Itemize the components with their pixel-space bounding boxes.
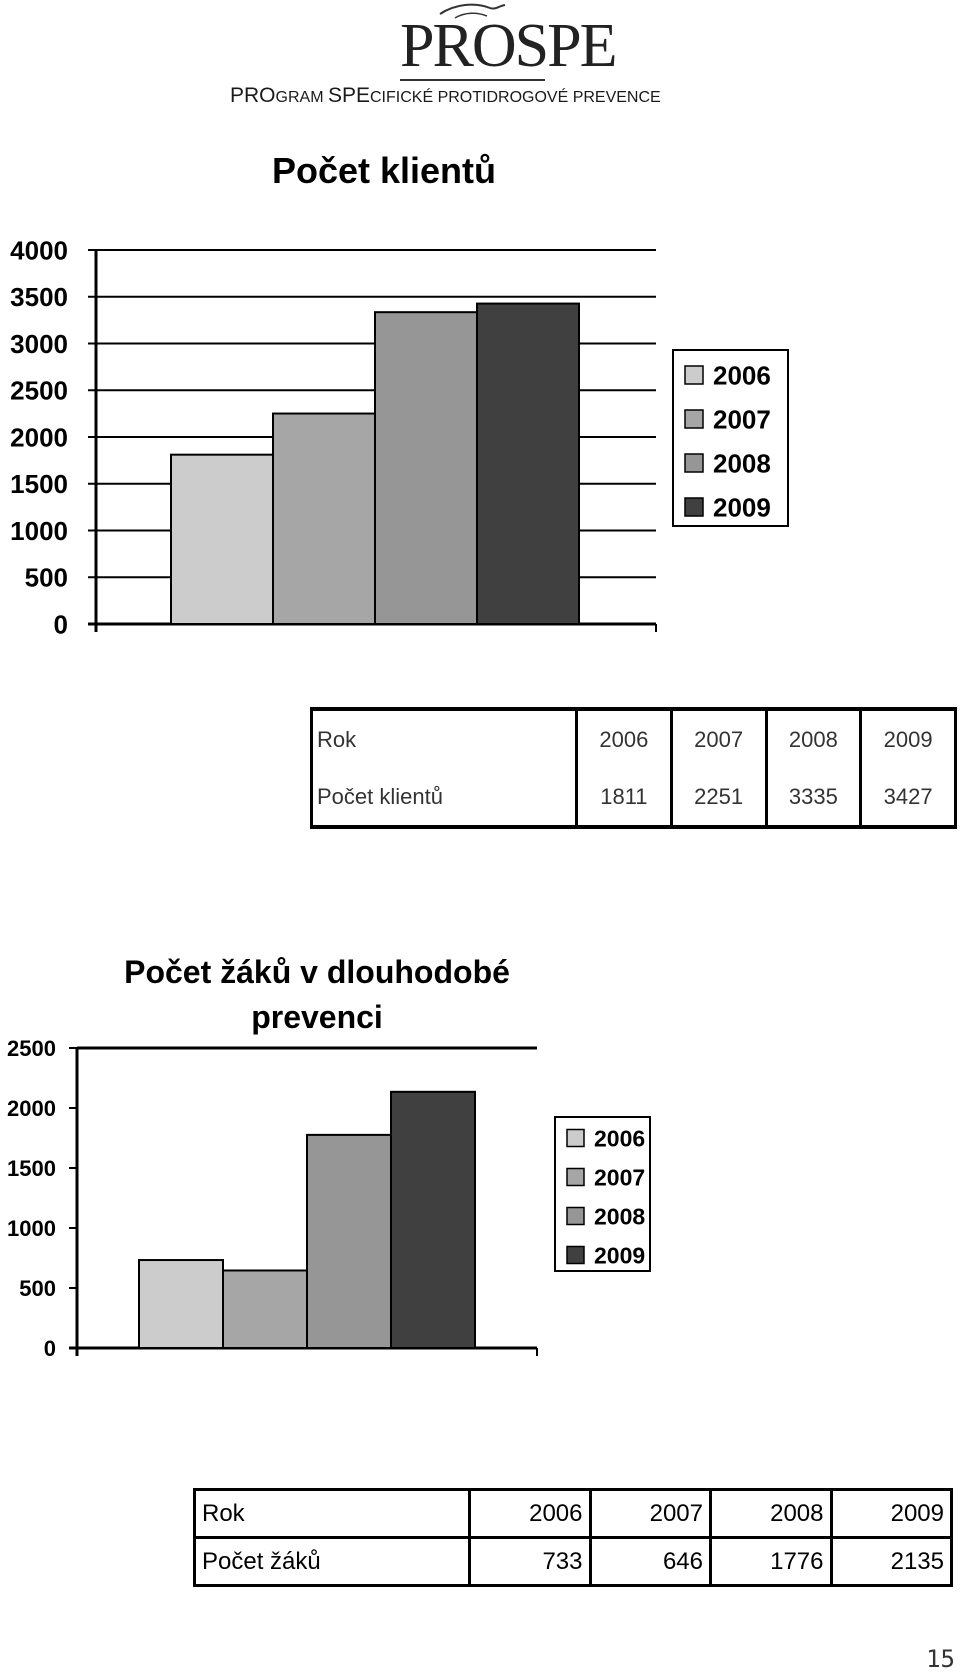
y-tick-label: 500 xyxy=(24,562,68,593)
table-cell: 2135 xyxy=(831,1538,952,1586)
legend-label: 2008 xyxy=(594,1203,646,1230)
legend-label: 2007 xyxy=(713,404,771,435)
table-cell: 2008 xyxy=(711,1490,832,1538)
legend-swatch xyxy=(567,1130,584,1147)
y-tick-label: 3000 xyxy=(10,328,68,359)
y-tick-label: 0 xyxy=(53,609,68,640)
chart-legend xyxy=(555,1117,650,1271)
legend-swatch xyxy=(567,1208,584,1225)
table-cell: Rok xyxy=(195,1490,470,1538)
table-cell: 1776 xyxy=(711,1538,832,1586)
legend-swatch xyxy=(567,1247,584,1264)
legend-label: 2008 xyxy=(713,448,771,479)
page-number: 15 xyxy=(926,1645,955,1673)
legend-label: 2007 xyxy=(594,1164,646,1191)
legend-label: 2009 xyxy=(594,1242,646,1269)
y-tick-label: 1000 xyxy=(7,1215,56,1241)
legend-label: 2006 xyxy=(713,360,771,391)
table-cell: 2008 xyxy=(766,709,861,768)
legend-label: 2006 xyxy=(594,1125,646,1152)
logo-text: PROSPE xyxy=(400,12,616,80)
table-cell: 2006 xyxy=(577,709,672,768)
chart-title: Počet klientů xyxy=(271,150,497,191)
table-cell: 2009 xyxy=(861,709,956,768)
y-tick-label: 1500 xyxy=(7,1155,56,1181)
table-cell: 2007 xyxy=(671,709,766,768)
table-cell: 733 xyxy=(470,1538,591,1586)
pupils-table xyxy=(193,1488,953,1587)
table-cell: 3335 xyxy=(766,768,861,827)
bar-2009 xyxy=(391,1092,475,1348)
y-tick-label: 2000 xyxy=(10,422,68,453)
y-tick-label: 3500 xyxy=(10,282,68,313)
bar-2006 xyxy=(139,1260,223,1348)
table-cell: 646 xyxy=(590,1538,711,1586)
table-cell: Počet klientů xyxy=(312,768,577,827)
table-cell: 1811 xyxy=(577,768,672,827)
y-tick-label: 2500 xyxy=(10,375,68,406)
bar-2007 xyxy=(223,1270,307,1348)
table-row xyxy=(195,1538,952,1586)
y-tick-label: 0 xyxy=(43,1335,56,1361)
bar-2008 xyxy=(307,1135,391,1348)
legend-label: 2009 xyxy=(713,492,771,523)
y-tick-label: 1000 xyxy=(10,515,68,546)
table-cell: 2251 xyxy=(671,768,766,827)
table-row xyxy=(195,1490,952,1538)
table-cell: 2006 xyxy=(470,1490,591,1538)
chart-title-line-2: prevenci xyxy=(251,999,383,1035)
y-tick-label: 1500 xyxy=(10,469,68,500)
y-tick-label: 500 xyxy=(19,1275,56,1301)
legend-swatch xyxy=(567,1169,584,1186)
table-cell: 2009 xyxy=(831,1490,952,1538)
table-cell: 2007 xyxy=(590,1490,711,1538)
chart-title-line-1: Počet žáků v dlouhodobé xyxy=(124,954,510,990)
logo-subtitle: PROGRAM SPECIFICKÉ PROTIDROGOVÉ PREVENCE xyxy=(230,84,661,107)
table-cell: Počet žáků xyxy=(195,1538,470,1586)
table-cell: Rok xyxy=(312,709,577,768)
y-tick-label: 2000 xyxy=(7,1095,56,1121)
table-cell: 3427 xyxy=(861,768,956,827)
y-tick-label: 4000 xyxy=(10,235,68,266)
y-tick-label: 2500 xyxy=(7,1035,56,1061)
